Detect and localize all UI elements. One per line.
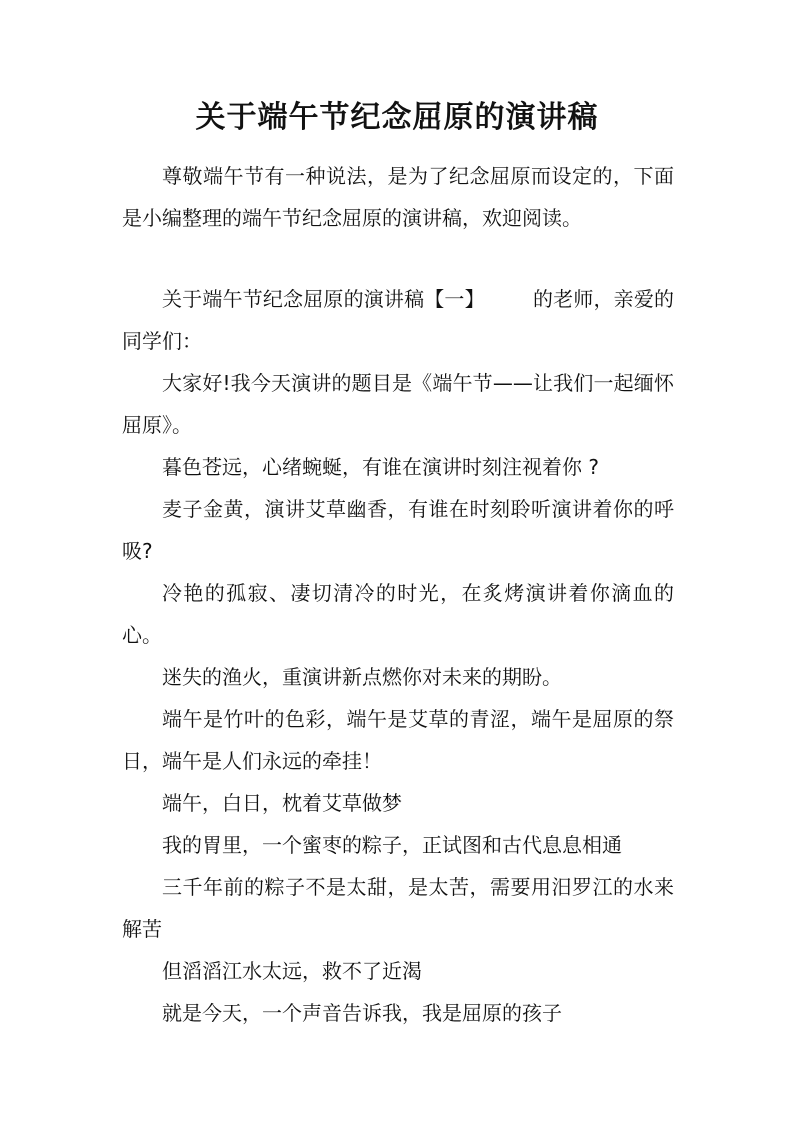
body-paragraph-3: 麦子金黄，演讲艾草幽香，有谁在时刻聆听演讲着你的呼吸? [122, 497, 674, 563]
body-paragraph-1: 大家好!我今天演讲的题目是《端午节——让我们一起缅怀屈原》。 [122, 371, 674, 437]
body-paragraph-10: 但滔滔江水太远，救不了近渴 [162, 959, 422, 983]
section-heading: 关于端午节纪念屈原的演讲稿【一】 [162, 287, 485, 311]
section-greeting-paragraph [122, 278, 674, 362]
body-paragraph-8: 我的胃里，一个蜜枣的粽子，正试图和古代息息相通 [162, 833, 622, 857]
document-title: 关于端午节纪念屈原的演讲稿 [195, 100, 599, 135]
intro-paragraph: 尊敬端午节有一种说法，是为了纪念屈原而设定的，下面是小编整理的端午节纪念屈原的演讲稿，欢迎阅读。 [122, 164, 674, 230]
body-paragraph-7: 端午，白日，枕着艾草做梦 [162, 791, 402, 815]
body-paragraph-2: 暮色苍远，心绪蜿蜒，有谁在演讲时刻注视着你 ? [162, 455, 599, 479]
body-paragraph-11: 就是今天，一个声音告诉我，我是屈原的孩子 [162, 1001, 562, 1025]
body-paragraph-6: 端午是竹叶的色彩，端午是艾草的青涩，端午是屈原的祭日，端午是人们永远的牵挂！ [122, 707, 674, 773]
body-paragraph-5: 迷失的渔火，重演讲新点燃你对未来的期盼。 [162, 665, 562, 689]
body-paragraph-9: 三千年前的粽子不是太甜，是太苦，需要用汨罗江的水来解苦 [122, 875, 674, 941]
body-paragraph-4: 冷艳的孤寂、凄切清冷的时光，在炙烤演讲着你滴血的心。 [122, 581, 674, 647]
greeting-text: 的老师，亲爱的同学们： [122, 287, 675, 353]
